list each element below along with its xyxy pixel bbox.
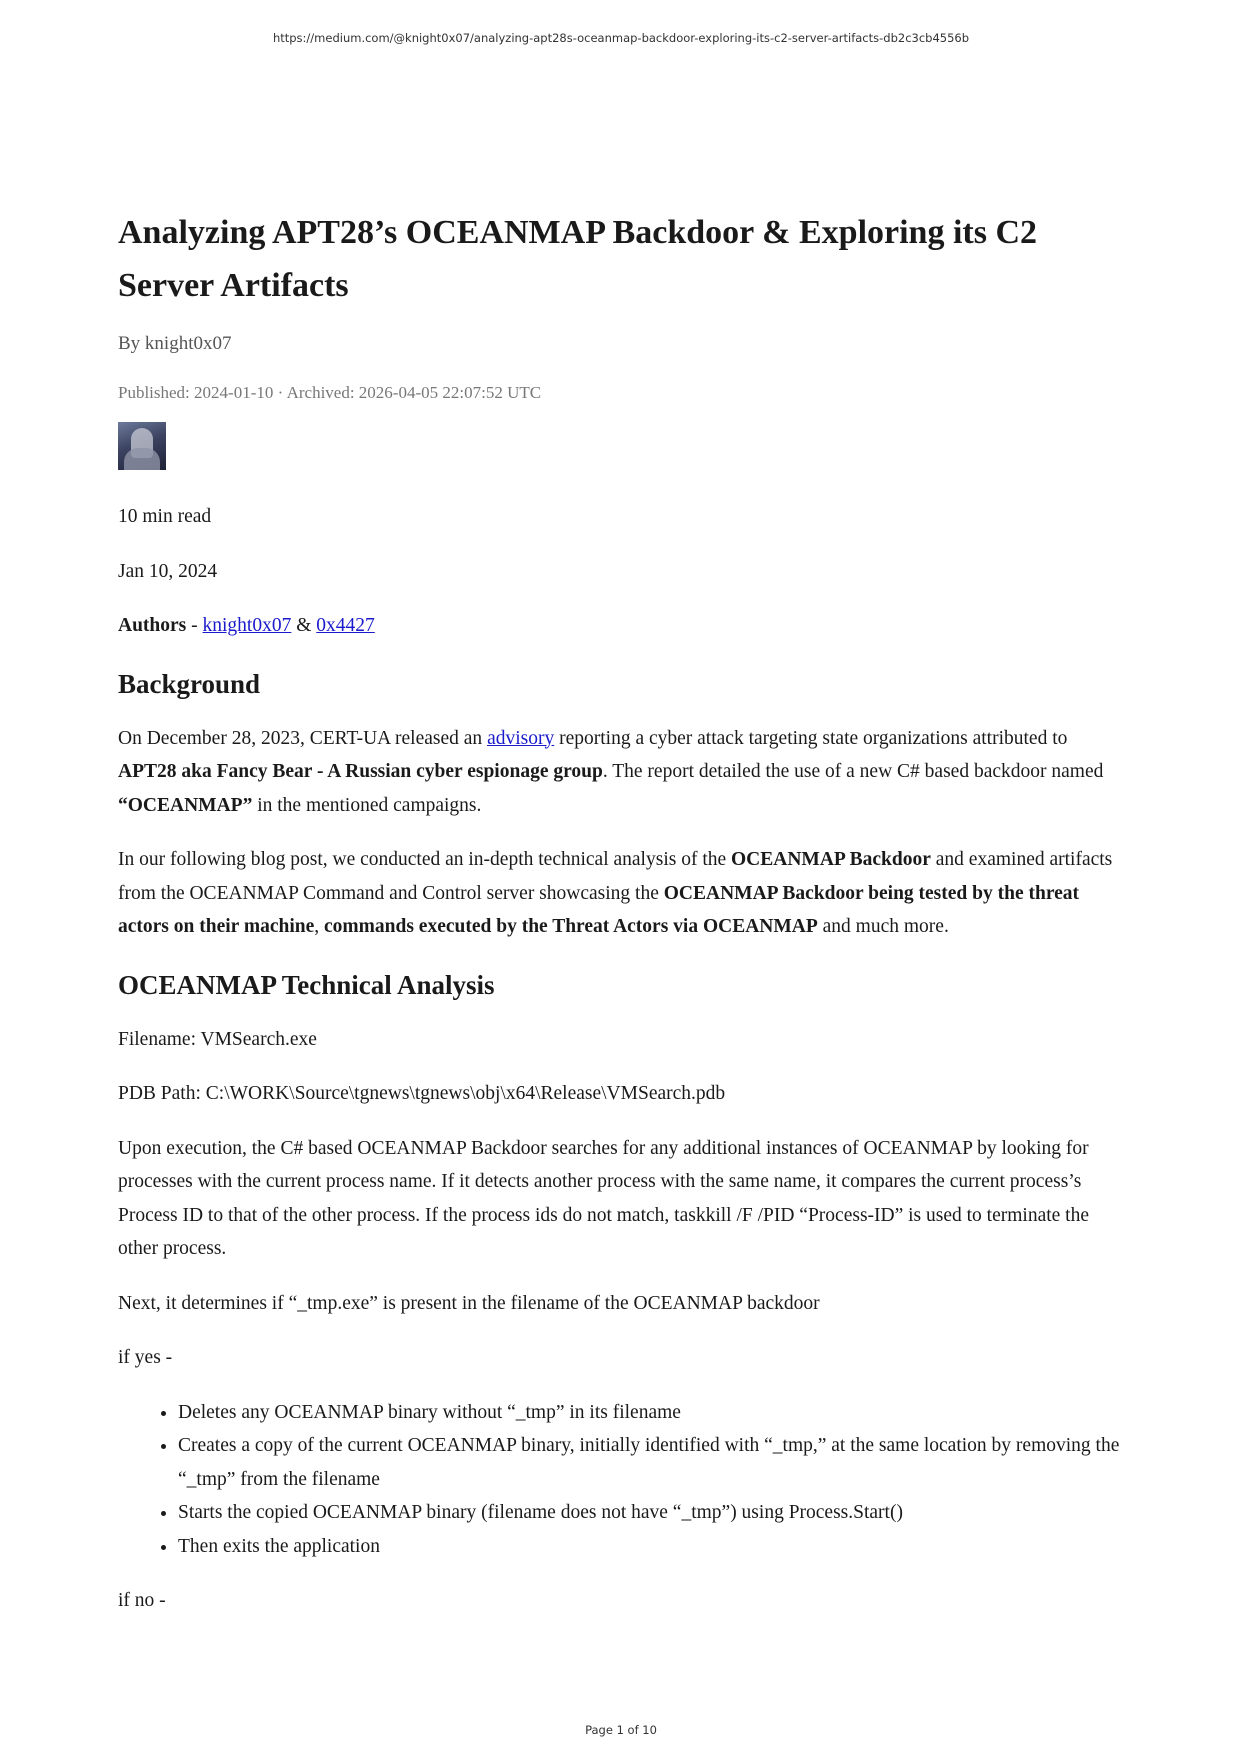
section-heading-technical-analysis: OCEANMAP Technical Analysis — [118, 969, 495, 1000]
avatar-body-shape — [124, 448, 160, 470]
list-item: • Then exits the application — [178, 1530, 1128, 1564]
if-no-label: if no - — [118, 1590, 166, 1611]
list-item: • Starts the copied OCEANMAP binary (filename does not have “_tmp”) using Process.Start() — [178, 1496, 1128, 1530]
bold-run: APT28 aka Fancy Bear - A Russian cyber espionage group — [118, 761, 603, 782]
steps-list — [118, 1396, 1128, 1564]
text-run: and much more. — [817, 916, 949, 937]
bold-run: commands executed by the Threat Actors via OCEANMAP — [324, 916, 818, 937]
authors-line — [118, 609, 1128, 643]
text-run: , — [314, 916, 324, 937]
filename-line: Filename: VMSearch.exe — [118, 1028, 317, 1050]
authors-label: Authors — [118, 615, 187, 636]
pdb-path-line: PDB Path: C:\WORK\Source\tgnews\tgnews\obj\x64\Release\VMSearch.pdb — [118, 1083, 726, 1104]
read-time: 10 min read — [118, 506, 212, 527]
text-run: in the mentioned campaigns. — [252, 794, 482, 816]
advisory-link[interactable]: advisory — [487, 727, 555, 749]
background-paragraph-2 — [118, 843, 1128, 944]
bold-run: OCEANMAP Backdoor being tested by the threat actors on their machine — [118, 882, 1080, 937]
article-date: Jan 10, 2024 — [118, 560, 218, 582]
text-run: and examined artifacts from the OCEANMAP Command and Control server showcasing the — [118, 849, 1113, 904]
text-run: reporting a cyber attack targeting state organizations attributed to — [554, 727, 1068, 749]
author-link-knight0x07[interactable]: knight0x07 — [202, 615, 292, 636]
authors-separator: - — [186, 615, 203, 636]
text-run: . The report detailed the use of a new C# based backdoor named — [602, 761, 1104, 782]
article — [118, 206, 1128, 1639]
text-run: On December 28, 2023, CERT-UA released an — [118, 727, 488, 749]
if-yes-label: if yes - — [118, 1347, 173, 1368]
article-title: Analyzing APT28’s OCEANMAP Backdoor & Exploring its C2 Server Artifacts — [118, 214, 1038, 304]
byline: By knight0x07 — [118, 333, 232, 354]
list-item: • Creates a copy of the current OCEANMAP binary, initially identified with “_tmp,” at the same location by removing the “_tmp” from the filename — [178, 1429, 1128, 1496]
author-link-0x4427[interactable]: 0x4427 — [316, 615, 375, 636]
analysis-paragraph-2: Next, it determines if “_tmp.exe” is present in the filename of the OCEANMAP backdoor — [118, 1292, 820, 1314]
analysis-paragraph-1: Upon execution, the C# based OCEANMAP Backdoor searches for any additional instances of OCEANMAP by looking for processes with the current process name. If it detects another process with the same name, it compares the current process’s Process ID to that of the other process. If the process ids do not match, taskkill /F /PID “Process-ID” is used to terminate the other process. — [118, 1137, 1090, 1259]
source-url: https://medium.com/@knight0x07/analyzing-apt28s-oceanmap-backdoor-exploring-its-c2-server-artifacts-db2c3cb4556b — [272, 31, 970, 45]
page-number: Page 1 of 10 — [585, 1723, 657, 1737]
background-paragraph-1 — [118, 722, 1128, 823]
publish-meta: Published: 2024-01-10 · Archived: 2026-04-05 22:07:52 UTC — [118, 383, 542, 402]
section-heading-background: Background — [118, 668, 261, 699]
author-avatar[interactable] — [118, 422, 166, 470]
list-item: • Deletes any OCEANMAP binary without “_tmp” in its filename — [178, 1396, 1128, 1430]
bold-run: “OCEANMAP” — [118, 794, 253, 816]
bold-run: OCEANMAP Backdoor — [731, 849, 931, 870]
authors-ampersand: & — [291, 615, 317, 636]
text-run: In our following blog post, we conducted an in-depth technical analysis of the — [118, 849, 732, 870]
